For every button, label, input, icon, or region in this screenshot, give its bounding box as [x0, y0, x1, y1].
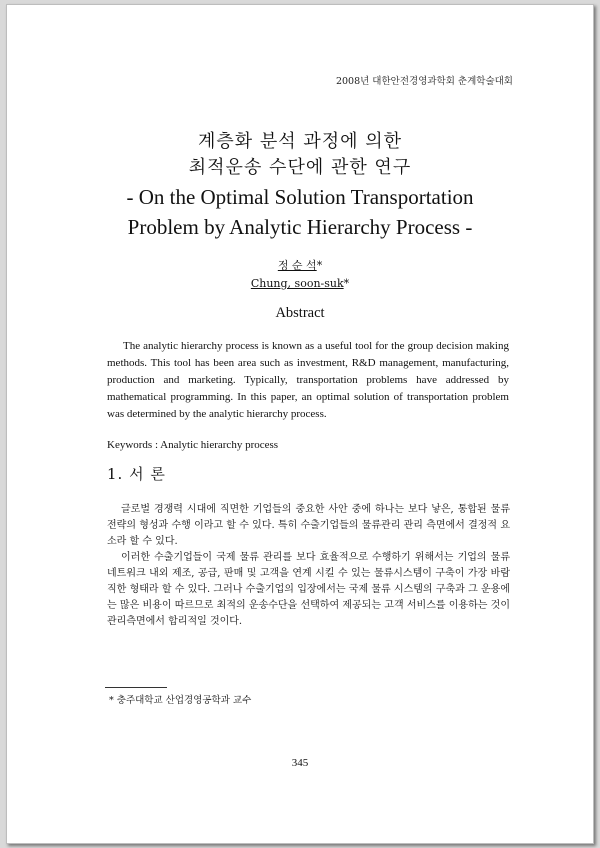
footnote: * 충주대학교 산업경영공학과 교수 — [109, 695, 252, 706]
author-mark-en: * — [343, 277, 350, 290]
title-english-line-1: - On the Optimal Solution Transportation — [126, 185, 474, 209]
running-head: 2008년 대한안전경영과학회 춘계학술대회 — [335, 76, 513, 87]
author-english — [7, 275, 593, 293]
footnote-divider — [105, 687, 167, 688]
title-block — [7, 129, 593, 241]
paper-page — [6, 4, 594, 844]
author-mark: * — [316, 259, 323, 272]
abstract-text: The analytic hierarchy process is known as a useful tool for the group decision making methods. This tool has been area such as investment, R&D management, manufacturing, production and marketing. Typically, transportation problems have addressed by mathematical programming. In this paper, an optimal solution of transportation problem was determined by the analytic hierarchy process. — [107, 340, 509, 420]
intro-paragraph-1: 글로벌 경쟁력 시대에 직면한 기업들의 중요한 사안 중에 하나는 보다 낳은, 통합된 물류전략의 형성과 수행 이라고 할 수 있다. 특히 수출기업들의 물류관리 관리 측면에서 결정적 요소라 할 수 있다. — [107, 504, 510, 547]
abstract-heading: Abstract — [275, 305, 325, 321]
introduction-body — [107, 502, 510, 630]
intro-paragraph-2: 이러한 수출기업들이 국제 물류 관리를 보다 효율적으로 수행하기 위해서는 기업의 물류네트워크 내외 제조, 공급, 판매 및 고객을 연계 시킬 수 있는 물류시스템이 구축이 가장 바람직한 형태라 할 수 있다. 그러나 수출기업의 입장에서는 국제 물류 시스템의 구축과 그 운용에는 많은 비용이 따르므로 최적의 운송수단을 선택하여 제공되는 고객 서비스를 이용하는 것이 관리측면에서 합리적일 것이다. — [107, 552, 510, 627]
title-korean-line-2: 최적운송 수단에 관한 연구 — [188, 157, 412, 178]
title-korean-line-1: 계층화 분석 과정에 의한 — [197, 131, 403, 152]
author-block — [7, 257, 593, 293]
author-korean-name: 정 순 석 — [277, 259, 317, 272]
title-english-line-2: Problem by Analytic Hierarchy Process - — [127, 215, 473, 239]
author-english-name: Chung, soon-suk — [250, 277, 344, 290]
author-korean — [7, 257, 593, 275]
page-number: 345 — [291, 757, 309, 769]
section-heading-introduction: 1. 서 론 — [107, 465, 166, 483]
keywords-line: Keywords : Analytic hierarchy process — [107, 439, 279, 451]
